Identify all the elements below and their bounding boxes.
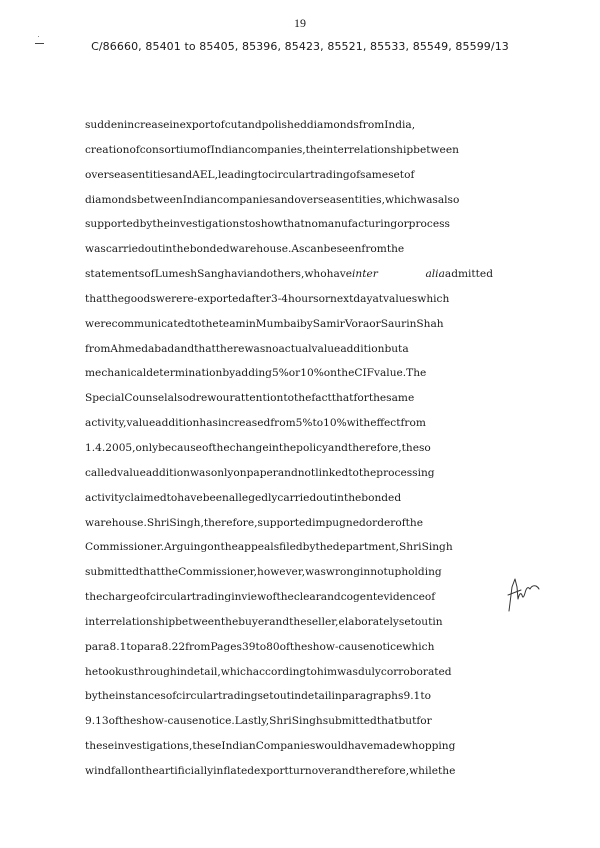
text-line: SpecialCounselalsodrewourattentiontothefactthatforthesame <box>85 392 415 405</box>
body-text <box>85 113 493 784</box>
text-line: submittedthattheCommissioner,however,waswronginnotupholding <box>85 566 442 579</box>
text-line: statementsofLumeshSanghaviandothers,whohaveinter aliaadmitted <box>85 268 493 281</box>
text-line: wascarriedoutinthebondedwarehouse.Ascanbeseenfromthe <box>85 243 405 256</box>
signature-initials-icon <box>505 573 555 613</box>
text-line: 9.13oftheshow-causenotice.Lastly,ShriSinghsubmittedthatbutfor <box>85 715 432 728</box>
text-line: thatthegoodswerere-exportedafter3-4hoursornextdayatvalueswhich <box>85 292 450 305</box>
text-line: bytheinstancesofcirculartradingsetoutindetailinparagraphs9.1to <box>85 690 431 703</box>
text-line: para8.1topara8.22fromPages39to80oftheshow-causenoticewhich <box>85 640 435 653</box>
text-line: overseasentitiesandAEL,leadingtocirculartradingofsamesetof <box>85 168 415 181</box>
text-line: 1.4.2005,onlybecauseofthechangeinthepolicyandtherefore,theso <box>85 441 431 454</box>
text-line: warehouse.ShriSingh,therefore,supportedimpugnedorderofthe <box>85 516 424 529</box>
text-line: suddenincreaseinexportofcutandpolisheddiamondsfromIndia, <box>85 119 416 131</box>
text-line: Commissioner.Arguingontheappealsfiledbythedepartment,ShriSingh <box>85 541 453 554</box>
text-line: activityclaimedtohavebeenallegedlycarriedoutinthebonded <box>85 491 402 504</box>
text-line: calledvalueadditionwasonlyonpaperandnotlinkedtotheprocessing <box>85 466 435 479</box>
text-line: interrelationshipbetweenthebuyerandtheseller,elaboratelysetoutin <box>85 615 443 628</box>
text-line: activity,valueadditionhasincreasedfrom5%to10%witheffectfrom <box>85 417 426 430</box>
text-line: fromAhmedabadandthattherewasnoactualvalueadditionbuta <box>85 342 409 355</box>
margin-speck <box>38 36 39 37</box>
text-line: werecommunicatedtotheteaminMumbaibySamirVoraorSaurinShah <box>85 317 444 330</box>
text-line: thechargeofcirculartradinginviewoftheclearandcogentevidenceof <box>85 591 436 604</box>
text-line: hetookusthroughindetail,whichaccordingtohimwasdulycorroborated <box>85 665 452 678</box>
text-line: windfallontheartificiallyinflatedexportturnoverandtherefore,whilethe <box>85 764 456 777</box>
text-line: mechanicaldeterminationbyadding5%or10%ontheCIFvalue.The <box>85 367 427 380</box>
text-line: supportedbytheinvestigationstoshowthatnomanufacturingorprocess <box>85 218 450 231</box>
page-number: 19 <box>294 16 306 30</box>
text-line: theseinvestigations,theseIndianCompanieswouldhavemadewhopping <box>85 740 456 753</box>
case-reference: C/86660, 85401 to 85405, 85396, 85423, 85521, 85533, 85549, 85599/13 <box>91 40 509 53</box>
text-line: creationofconsortiumofIndiancompanies,theinterrelationshipbetween <box>85 143 459 156</box>
text-line: diamondsbetweenIndiancompaniesandoverseasentities,whichwasalso <box>85 193 460 206</box>
